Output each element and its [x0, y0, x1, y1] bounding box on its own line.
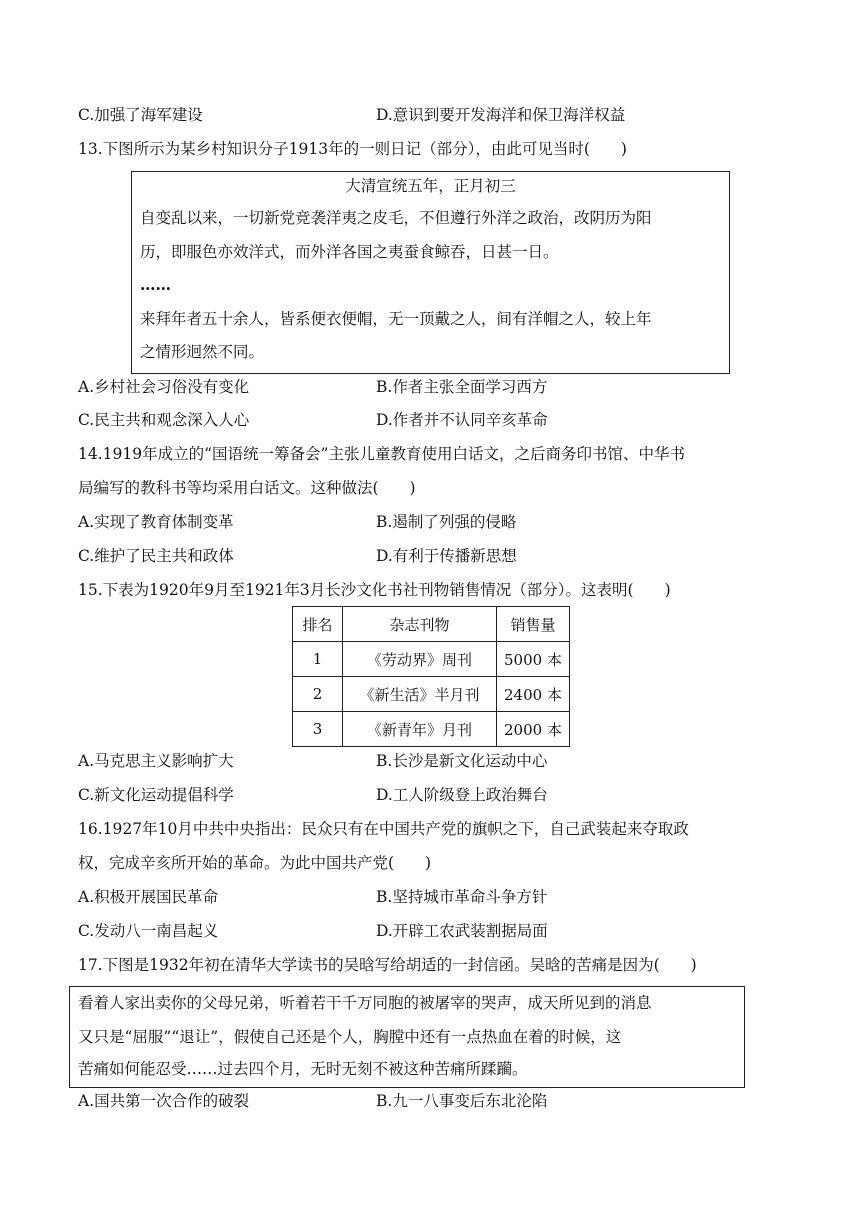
q13-diary-line: 历，即服色亦效洋式，而外洋各国之夷蚕食鲸吞，日甚一日。	[140, 243, 559, 261]
table-row	[293, 642, 570, 677]
q17-letter-box	[69, 986, 745, 1088]
q16-option-a: A.积极开展国民革命	[78, 888, 219, 906]
table-row	[293, 677, 570, 712]
q17-letter-line: 苦痛如何能忍受……过去四个月，无时无刻不被这种苦痛所蹂躏。	[78, 1060, 528, 1078]
q17-letter-line: 又只是“屈服”“退让”，假使自己还是个人，胸膛中还有一点热血在着的时候，这	[78, 1028, 622, 1046]
q15-option-c: C.新文化运动提倡科学	[78, 786, 234, 804]
q16-option-c: C.发动八一南昌起义	[78, 922, 219, 940]
table-header: 销售量	[497, 607, 570, 642]
table-cell: 2000 本	[497, 712, 570, 747]
q16-option-b: B.坚持城市革命斗争方针	[376, 888, 548, 906]
q16-stem-line1: 16.1927年10月中共中央指出：民众只有在中国共产党的旗帜之下，自己武装起来夺取政	[78, 820, 689, 838]
table-row	[293, 712, 570, 747]
q13-diary-line: 之情形迥然不同。	[140, 343, 265, 361]
q15-option-d: D.工人阶级登上政治舞台	[376, 786, 548, 804]
q13-option-b: B.作者主张全面学习西方	[376, 378, 548, 396]
q13-diary-ellipsis: ……	[140, 275, 171, 294]
q16-option-d: D.开辟工农武装割据局面	[376, 922, 548, 940]
q12-option-c: C.加强了海军建设	[78, 106, 203, 124]
table-header: 杂志刊物	[343, 607, 497, 642]
q17-option-a: A.国共第一次合作的破裂	[78, 1092, 250, 1110]
q13-diary-box	[131, 171, 730, 374]
q13-option-c: C.民主共和观念深入人心	[78, 411, 250, 429]
table-cell: 1	[293, 642, 343, 677]
q14-stem-line2: 局编写的教科书等均采用白话文。这种做法( )	[78, 479, 416, 497]
table-cell: 《劳动界》周刊	[343, 642, 497, 677]
q14-option-d: D.有利于传播新思想	[376, 547, 517, 565]
q14-option-a: A.实现了教育体制变革	[78, 513, 234, 531]
q17-option-b: B.九一八事变后东北沦陷	[376, 1092, 548, 1110]
sales-table	[292, 606, 570, 747]
table-cell: 5000 本	[497, 642, 570, 677]
q17-stem: 17.下图是1932年初在清华大学读书的吴晗写给胡适的一封信函。吴晗的苦痛是因为( )	[78, 956, 697, 974]
q13-option-d: D.作者并不认同辛亥革命	[376, 411, 548, 429]
q14-option-b: B.遏制了列强的侵略	[376, 513, 517, 531]
table-header: 排名	[293, 607, 343, 642]
q13-option-a: A.乡村社会习俗没有变化	[78, 378, 250, 396]
q15-option-a: A.马克思主义影响扩大	[78, 752, 234, 770]
table-cell: 3	[293, 712, 343, 747]
q14-option-c: C.维护了民主共和政体	[78, 547, 234, 565]
table-cell: 《新生活》半月刊	[343, 677, 497, 712]
q13-diary-line: 来拜年者五十余人，皆系便衣便帽，无一顶戴之人，间有洋帽之人，较上年	[140, 310, 652, 328]
table-cell: 《新青年》月刊	[343, 712, 497, 747]
q12-option-d: D.意识到要开发海洋和保卫海洋权益	[376, 106, 626, 124]
q13-stem: 13.下图所示为某乡村知识分子1913年的一则日记（部分），由此可见当时( )	[78, 140, 627, 158]
q15-option-b: B.长沙是新文化运动中心	[376, 752, 548, 770]
q13-diary-heading: 大清宣统五年，正月初三	[345, 177, 516, 195]
q14-stem-line1: 14.1919年成立的“国语统一筹备会”主张儿童教育使用白话文，之后商务印书馆、中华书	[78, 445, 685, 463]
table-header-row	[293, 607, 570, 642]
table-cell: 2400 本	[497, 677, 570, 712]
table-cell: 2	[293, 677, 343, 712]
q16-stem-line2: 权，完成辛亥所开始的革命。为此中国共产党( )	[78, 854, 432, 872]
q15-stem: 15.下表为1920年9月至1921年3月长沙文化书社刊物销售情况（部分）。这表明( )	[78, 581, 671, 599]
q13-diary-line: 自变乱以来，一切新党竞袭洋夷之皮毛，不但遵行外洋之政治，改阴历为阳	[140, 209, 652, 227]
q17-letter-line: 看着人家出卖你的父母兄弟，听着若干千万同胞的被屠宰的哭声，成天所见到的消息	[78, 994, 652, 1012]
